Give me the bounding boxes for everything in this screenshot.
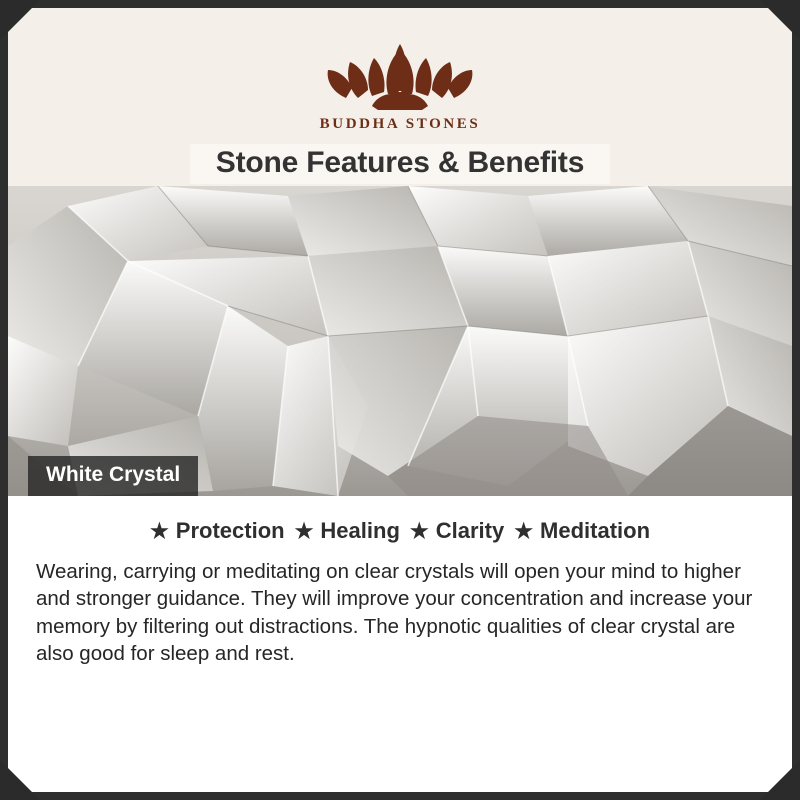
benefit-item	[295, 518, 400, 544]
benefit-item	[514, 518, 650, 544]
poster-inner-card	[8, 8, 792, 792]
corner-accent-top-left	[0, 0, 40, 40]
benefit-label: Protection	[175, 518, 285, 543]
brand-logo	[8, 8, 792, 133]
benefit-item	[410, 518, 504, 544]
crystal-cluster-illustration	[8, 186, 792, 496]
lotus-meditation-figure-icon	[314, 26, 486, 114]
content-section	[8, 496, 792, 792]
poster-header	[8, 8, 792, 186]
star-icon: ★	[149, 519, 169, 543]
star-icon: ★	[409, 519, 429, 543]
benefits-list	[36, 518, 764, 544]
benefit-label: Meditation	[540, 518, 651, 543]
star-icon: ★	[294, 519, 314, 543]
corner-accent-bottom-right	[760, 760, 800, 800]
page-title: Stone Features & Benefits	[215, 146, 585, 179]
title-band	[8, 142, 792, 186]
photo-caption: White Crystal	[28, 456, 198, 496]
star-icon: ★	[514, 519, 534, 543]
benefit-label: Clarity	[435, 518, 505, 543]
description-text: Wearing, carrying or meditating on clear crystals will open your mind to higher and stronger guidance. They will improve your concentration and increase your memory by filtering out distractions. The hypnotic qualities of clear crystal are also good for sleep and rest.	[36, 560, 753, 665]
crystal-photo	[8, 186, 792, 496]
corner-accent-top-right	[760, 0, 800, 40]
benefit-label: Healing	[320, 518, 400, 543]
title-plate	[190, 144, 610, 184]
benefit-item	[150, 518, 285, 544]
corner-accent-bottom-left	[0, 760, 40, 800]
brand-name: BUDDHA STONES	[319, 116, 481, 132]
